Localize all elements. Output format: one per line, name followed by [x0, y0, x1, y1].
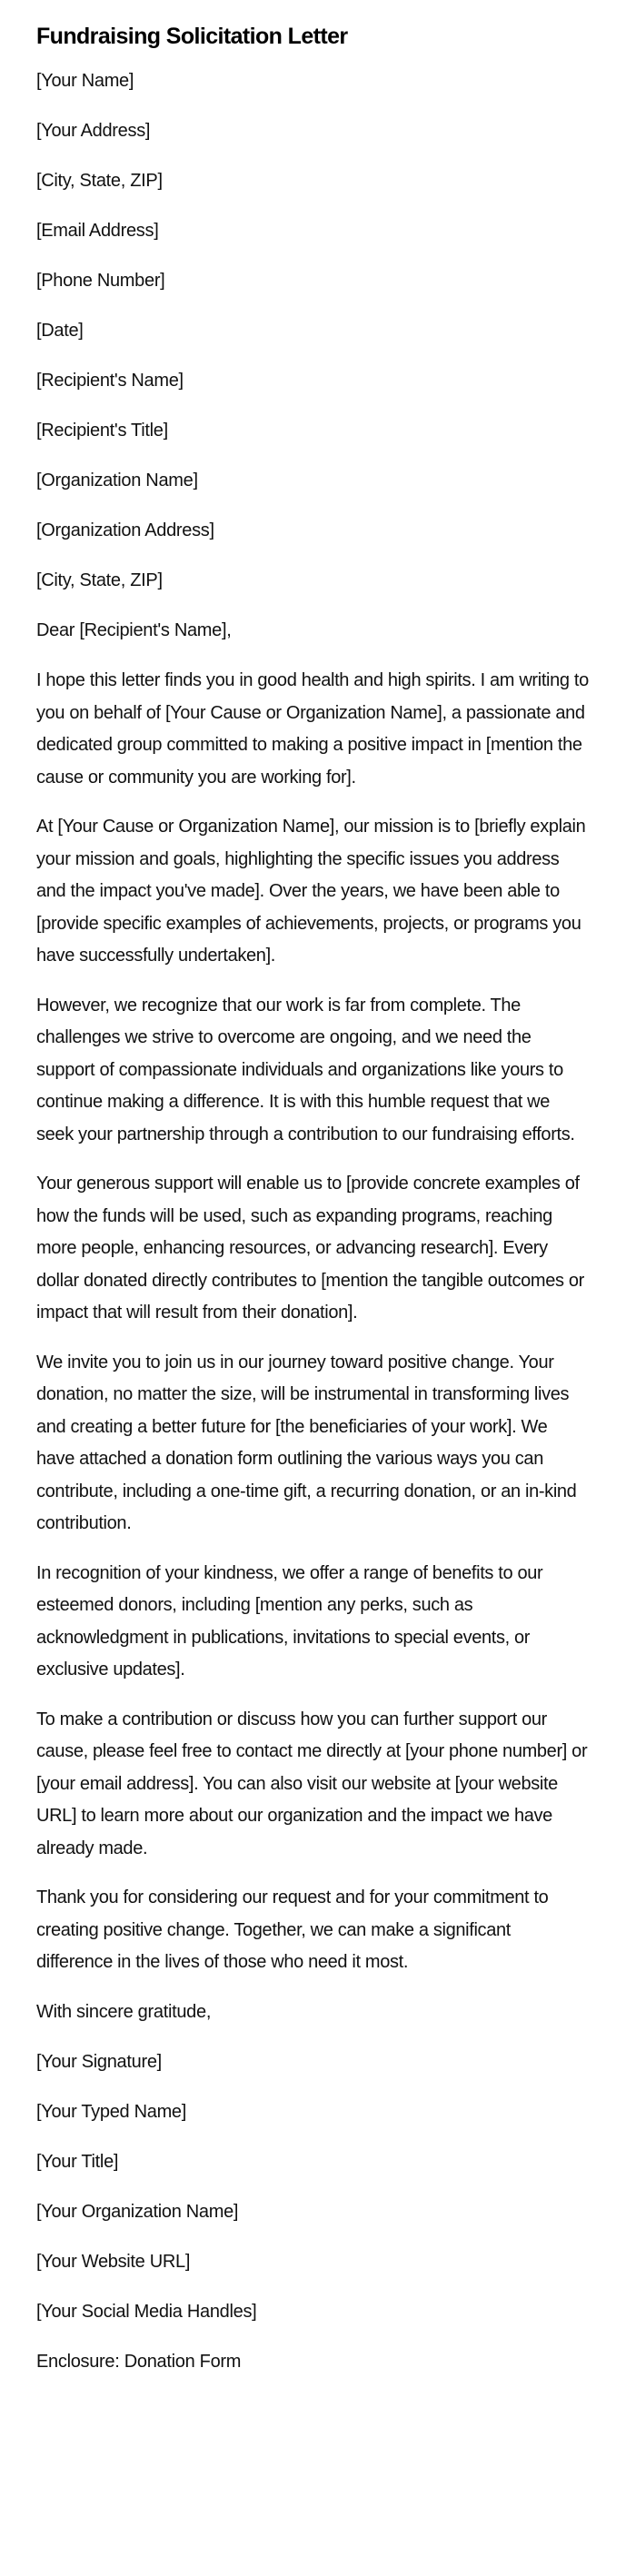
salutation: Dear [Recipient's Name],: [36, 620, 232, 640]
typed-name: [Your Typed Name]: [36, 2101, 187, 2122]
signature: [Your Signature]: [36, 2051, 162, 2072]
sender-city-state-zip: [City, State, ZIP]: [36, 171, 163, 191]
body-paragraph: We invite you to join us in our journey toward positive change. Your donation, no matter the size, will be instrumental in transforming lives and creating a better future for [the beneficiaries of your work]. We have attached a donation form outlining the various ways you can contribute, including a one-time gift, a recurring donation, or an in-kind contribution.: [36, 1352, 577, 1533]
body-paragraph: At [Your Cause or Organization Name], our mission is to [briefly explain your mission and goals, highlighting the specific issues you address and the impact you've made]. Over the years, we have been able to [provide specific examples of achievements, projects, or programs you have successfully undertaken].: [36, 817, 586, 966]
body-paragraph: Your generous support will enable us to [provide concrete examples of how the funds will be used, such as expanding programs, reaching more people, enhancing resources, or advancing research]. Every dollar donated directly contributes to [mention the tangible outcomes or impact that will result from their donation].: [36, 1174, 584, 1323]
closing: With sincere gratitude,: [36, 2001, 212, 2022]
sender-address: [Your Address]: [36, 121, 151, 141]
recipient-name: [Recipient's Name]: [36, 371, 184, 391]
signature-block: [36, 2046, 589, 2328]
enclosure-note: Enclosure: Donation Form: [36, 2351, 242, 2372]
letter-body: [36, 665, 589, 1979]
sender-email: [Email Address]: [36, 221, 159, 241]
document-title: Fundraising Solicitation Letter: [36, 24, 348, 49]
social-media-handles: [Your Social Media Handles]: [36, 2301, 257, 2322]
recipient-organization: [Organization Name]: [36, 471, 198, 490]
recipient-organization-address: [Organization Address]: [36, 520, 214, 540]
sender-name: [Your Name]: [36, 71, 134, 91]
body-paragraph: I hope this letter finds you in good health and high spirits. I am writing to you on behalf of [Your Cause or Organization Name], a passionate and dedicated group committed to making a positive impact in [mention the cause or community you are working for].: [36, 670, 589, 788]
recipient-title: [Recipient's Title]: [36, 421, 168, 441]
recipient-block: [36, 365, 589, 597]
sender-phone: [Phone Number]: [36, 271, 165, 291]
body-paragraph: However, we recognize that our work is far from complete. The challenges we strive to overcome are ongoing, and we need the support of compassionate individuals and organizations like yours to continue making a difference. It is with this humble request that we seek your partnership through a contribution to our fundraising efforts.: [36, 995, 575, 1144]
body-paragraph: To make a contribution or discuss how you can further support our cause, please feel free to contact me directly at [your phone number] or [your email address]. You can also visit our website at [your website URL] to learn more about our organization and the impact we have already made.: [36, 1709, 588, 1858]
sender-block: [36, 65, 589, 347]
recipient-city-state-zip: [City, State, ZIP]: [36, 570, 163, 590]
body-paragraph: Thank you for considering our request and for your commitment to creating positive change. Together, we can make a significant difference in the lives of those who need it most.: [36, 1887, 549, 1972]
website-url: [Your Website URL]: [36, 2251, 191, 2272]
body-paragraph: In recognition of your kindness, we offer a range of benefits to our esteemed donors, including [mention any perks, such as acknowledgment in publications, invitations to special events, or exclusive updates].: [36, 1562, 543, 1679]
sender-organization: [Your Organization Name]: [36, 2201, 239, 2222]
letter-date: [Date]: [36, 321, 84, 341]
sender-title: [Your Title]: [36, 2151, 119, 2172]
